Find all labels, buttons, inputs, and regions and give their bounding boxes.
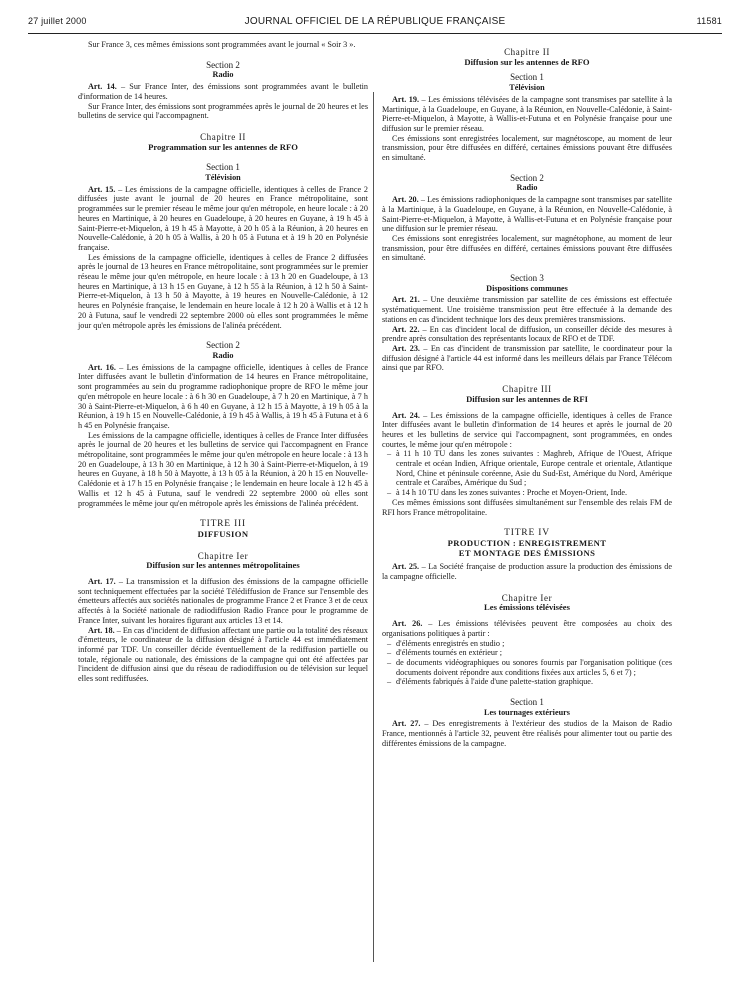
article-26 xyxy=(382,619,672,638)
section-heading: Section 2 xyxy=(206,340,240,351)
article-text: – La Société française de production assure la production des émissions de la campagne officielle. xyxy=(382,562,672,582)
article-21 xyxy=(382,295,672,324)
section-subheading: Dispositions communes xyxy=(486,283,568,293)
title-subheading: DIFFUSION xyxy=(197,528,249,539)
article-paragraph: Ces émissions sont enregistrées localement, sur magnétoscope, au moment de leur transmission, pour être diffusées en différé, certaines émissions pouvant être diffusées en simultané. xyxy=(382,133,672,163)
section-subheading: Radio xyxy=(516,183,538,193)
chapter-subheading: Diffusion sur les antennes de RFI xyxy=(466,393,588,404)
article-text: – Les émissions télévisées de la campagne sont transmises par satellite à la Martinique, à la Guadeloupe, en Guyane, à la Réunion, en Nouvelle-Calédonie, à Saint-Pierre-et-Miquelon, à Mayotte, à Wallis-et-Futuna et en Polynésie française pour une diffusion sur le premier réseau. xyxy=(382,94,672,133)
chapter-subheading: Diffusion sur les antennes de RFO xyxy=(464,56,590,67)
article-22 xyxy=(382,325,672,344)
intro-paragraph: Sur France 3, ces mêmes émissions sont programmées avant le journal « Soir 3 ». xyxy=(88,40,356,49)
issue-date: 27 juillet 2000 xyxy=(28,16,87,26)
list-item: – à 11 h 10 TU dans les zones suivantes : Maghreb, Afrique de l'Ouest, Afrique centrale et océan Indien, Afrique orientale, Europe centrale et orientale, Atlantique Nord, Chine et péninsule coréenne, Asie du Sud-Est, Amérique du Nord, Amérique centrale et Caraïbes, Amérique du Sud ; xyxy=(396,449,672,488)
article-24 xyxy=(382,411,672,450)
article-label: Art. 21. xyxy=(392,295,420,305)
chapter-subheading: Les émissions télévisées xyxy=(484,602,570,613)
article-label: Art. 14. xyxy=(88,82,117,92)
header-rule xyxy=(28,33,722,34)
article-label: Art. 16. xyxy=(88,362,116,372)
list-item: – de documents vidéographiques ou sonores fournis par l'organisation politique (ces documents doivent répondre aux conditions fixées aux articles 5, 6 et 7) ; xyxy=(396,658,672,677)
article-label: Art. 23. xyxy=(392,343,420,353)
article-paragraph: Ces mêmes émissions sont diffusées simultanément sur l'ensemble des relais FM de RFI hors France métropolitaine. xyxy=(382,497,672,517)
section-heading: Section 1 xyxy=(510,72,544,83)
article-14 xyxy=(78,82,368,101)
chapter-subheading: Programmation sur les antennes de RFO xyxy=(148,141,298,152)
chapter-heading: Chapitre Ier xyxy=(197,550,249,561)
article-label: Art. 22. xyxy=(392,324,420,334)
title-heading: TITRE IV xyxy=(504,528,550,539)
article-17 xyxy=(78,577,368,626)
article-15 xyxy=(78,185,368,253)
list-item: – à 14 h 10 TU dans les zones suivantes : Proche et Moyen-Orient, Inde. xyxy=(396,488,672,498)
article-27 xyxy=(382,719,672,748)
article-label: Art. 26. xyxy=(392,619,423,629)
article-text: – Des enregistrements à l'extérieur des studios de la Maison de Radio France, mentionnés à l'article 32, peuvent être réalisés pour alimenter tout ou partie des différentes émissions de la campagne. xyxy=(382,719,672,748)
title-heading: TITRE III xyxy=(200,519,246,530)
left-column xyxy=(78,40,368,684)
zone-list xyxy=(382,449,672,498)
article-label: Art. 25. xyxy=(392,562,420,572)
article-paragraph: Les émissions de la campagne officielle, identiques à celles de France 2 diffusées après le journal de 13 heures en France métropolitaine, sont programmées sur le premier réseau le même jour qu'en métropole, en heure locale : à 13 h 20 en Guadeloupe, à 13 heures en Martinique, à 13 h 15 en Guyane, à 12 h 55 à la Réunion, à 12 h 50 à Saint-Pierre-et-Miquelon, à 13 h 50 à Mayotte, à 19 heures en Nouvelle-Calédonie, à 12 heures en Polynésie française, le lendemain en heure locale à 12 h 20 à Wallis et à 12 h 20 à Futuna, sauf le vendredi 22 septembre 2000 où elles sont programmées le même jour qu'en métropole après les émissions de l'alinéa précédent. xyxy=(78,252,368,330)
title-subheading: PRODUCTION : ENREGISTREMENT xyxy=(447,537,607,548)
section-subheading: Radio xyxy=(212,350,234,360)
article-label: Art. 19. xyxy=(392,94,420,104)
article-paragraph: Ces émissions sont enregistrées localement, sur magnétophone, au moment de leur transmission, pour être diffusées en différé, certaines émissions pouvant être diffusées en simultané. xyxy=(382,233,672,263)
article-label: Art. 18. xyxy=(88,625,115,635)
article-label: Art. 24. xyxy=(392,410,420,420)
article-text: – Les émissions radiophoniques de la campagne sont transmises par satellite à la Martinique, à la Guadeloupe, en Guyane, à la Réunion, en Nouvelle-Calédonie, à Saint-Pierre-et-Miquelon, à Mayotte, à Wallis-et-Futuna et en Polynésie française pour une diffusion sur le premier réseau. xyxy=(382,195,672,234)
chapter-subheading: Diffusion sur les antennes métropolitaines xyxy=(146,560,300,571)
article-text: – En cas d'incident de diffusion affectant une partie ou la totalité des réseaux d'émetteurs, le coordinateur de la diffusion désigné à l'article 44 est immédiatement informé par TDF. Un conseiller décide éventuellement de la rediffusion partielle ou totale, régionale ou nationale, des émissions de la campagne qui ont été affectées par l'incident de diffusion ainsi que du réseau de radiodiffusion ou de télévision sur lequel elles sont rediffusées. xyxy=(78,625,368,684)
article-text: – En cas d'incident de transmission par satellite, le coordinateur pour la diffusion désigné à l'article 44 est informé dans les meilleurs délais par France Télécom ainsi que par RFO. xyxy=(382,343,672,373)
article-19 xyxy=(382,95,672,134)
page-header xyxy=(28,16,722,32)
article-text: – Les émissions de la campagne officielle, identiques à celles de France Inter diffusées avant le bulletin d'information de 14 heures en France métropolitaine, sont programmées au sein du programme radiophonique propre de RFO le même jour qu'en métropole en heure locale : à 6 h 30 en Guadeloupe, à 7 h 20 en Martinique, à 7 h 30 à Saint-Pierre-et-Miquelon, à 6 h 40 en Guyane, à 12 h 15 à Mayotte, à 19 h 05 à la Réunion, à 19 h 15 en Nouvelle-Calédonie, à 19 h 45 à Wallis, à 19 h 45 à Futuna et à 6 h 45 en Polynésie française. xyxy=(78,362,368,430)
section-heading: Section 1 xyxy=(510,697,544,708)
article-text: – Les émissions télévisées peuvent être composées au choix des organisations politiques à partir : xyxy=(382,619,672,638)
article-label: Art. 15. xyxy=(88,184,116,194)
article-20 xyxy=(382,195,672,234)
section-subheading: Télévision xyxy=(509,83,545,93)
chapter-heading: Chapitre Ier xyxy=(501,592,553,603)
section-heading: Section 2 xyxy=(206,59,240,70)
article-label: Art. 27. xyxy=(392,719,421,729)
chapter-heading: Chapitre II xyxy=(504,47,550,57)
article-label: Art. 17. xyxy=(88,577,116,587)
article-text: – En cas d'incident local de diffusion, un conseiller décide des mesures à prendre après consultation des représentants locaux de RFO et de TDF. xyxy=(382,324,672,344)
article-text: – Une deuxième transmission par satellite de ces émissions est effectuée systématiquement. Une troisième transmission peut être effectuée à la demande des stations en cas d'incident technique lors des deux premières transmissions. xyxy=(382,295,672,324)
article-label: Art. 20. xyxy=(392,195,419,205)
section-subheading: Radio xyxy=(212,70,234,80)
title-subheading: ET MONTAGE DES ÉMISSIONS xyxy=(458,547,596,558)
article-text: – Sur France Inter, des émissions sont programmées avant le bulletin d'information de 14 heures. xyxy=(78,82,368,101)
article-text: – La transmission et la diffusion des émissions de la campagne officielle sont techniquement effectuées par la société Télédiffusion de France sur l'ensemble des émetteurs affectés aux sociétés nationales de programme France 2 et France 3 et de ceux affectés à la Société nationale de radiodiffusion Radio France pour le programme de France Inter, suivant les horaires figurant aux articles 13 et 14. xyxy=(78,577,368,625)
journal-title: JOURNAL OFFICIEL DE LA RÉPUBLIQUE FRANÇAISE xyxy=(244,16,506,27)
column-divider xyxy=(373,92,374,962)
chapter-heading: Chapitre III xyxy=(502,384,552,395)
section-heading: Section 1 xyxy=(206,162,240,173)
article-text: – Les émissions de la campagne officielle, identiques à celles de France Inter diffusées avant le bulletin d'information de 14 heures et après le journal de 20 heures et les bulletins de service qui l'accompagnent, sont programmées, en ondes courtes, le même jour qu'en métropole : xyxy=(382,410,672,449)
article-18 xyxy=(78,626,368,684)
article-16 xyxy=(78,363,368,431)
article-text: – Les émissions de la campagne officielle, identiques à celles de France 2 diffusées juste avant le journal de 20 heures en France métropolitaine, sont programmées sur le premier réseau le même jour qu'en métropole, en heure locale : à 20 heures en Martinique, à 20 heures en Guadeloupe, à 20 heures en Guyane, à 19 h 45 à Saint-Pierre-et-Miquelon, à 19 h 45 à Mayotte, à 20 h 05 à la Réunion, à 20 heures en Nouvelle-Calédonie, à 20 h 05 à Wallis, à 20 h 05 à Futuna et à 19 h 20 en Polynésie française. xyxy=(78,184,368,252)
section-subheading: Télévision xyxy=(205,173,241,183)
article-25 xyxy=(382,562,672,581)
section-subheading: Les tournages extérieurs xyxy=(484,707,570,717)
source-list xyxy=(382,639,672,688)
section-heading: Section 2 xyxy=(510,172,544,183)
article-paragraph: Les émissions de la campagne officielle, identiques à celles de France Inter diffusées après le journal de 20 heures et les bulletins de service qui l'accompagnent en France métropolitaine, sont programmées le même jour qu'en métropole en heure locale : à 13 h 20 en Guadeloupe, à 13 h 30 en Martinique, à 12 h 30 à Saint-Pierre-et-Miquelon, à 19 heures en Guyane, à 18 h 50 à Mayotte, à 13 h 05 à la Réunion, à 20 h 15 en Nouvelle-Calédonie et à 17 h 15 en Polynésie française ; le lendemain en heure locale à 12 h 45 à Wallis et 12 h 45 à Futuna, sauf le vendredi 22 septembre 2000 où elles sont programmées le même jour qu'en métropole après les émissions de l'alinéa précédent. xyxy=(78,430,368,508)
right-column xyxy=(382,40,672,749)
list-item: – d'éléments fabriqués à l'aide d'une palette-station graphique. xyxy=(396,677,672,687)
section-heading: Section 3 xyxy=(510,273,544,284)
list-item: – d'éléments tournés en extérieur ; xyxy=(396,648,672,658)
article-paragraph: Sur France Inter, des émissions sont programmées après le journal de 20 heures et les bulletins de service qui l'accompagnent. xyxy=(78,101,368,121)
list-item: – d'éléments enregistrés en studio ; xyxy=(396,639,672,649)
article-23 xyxy=(382,344,672,373)
page-number: 11581 xyxy=(696,16,722,26)
chapter-heading: Chapitre II xyxy=(200,131,246,142)
